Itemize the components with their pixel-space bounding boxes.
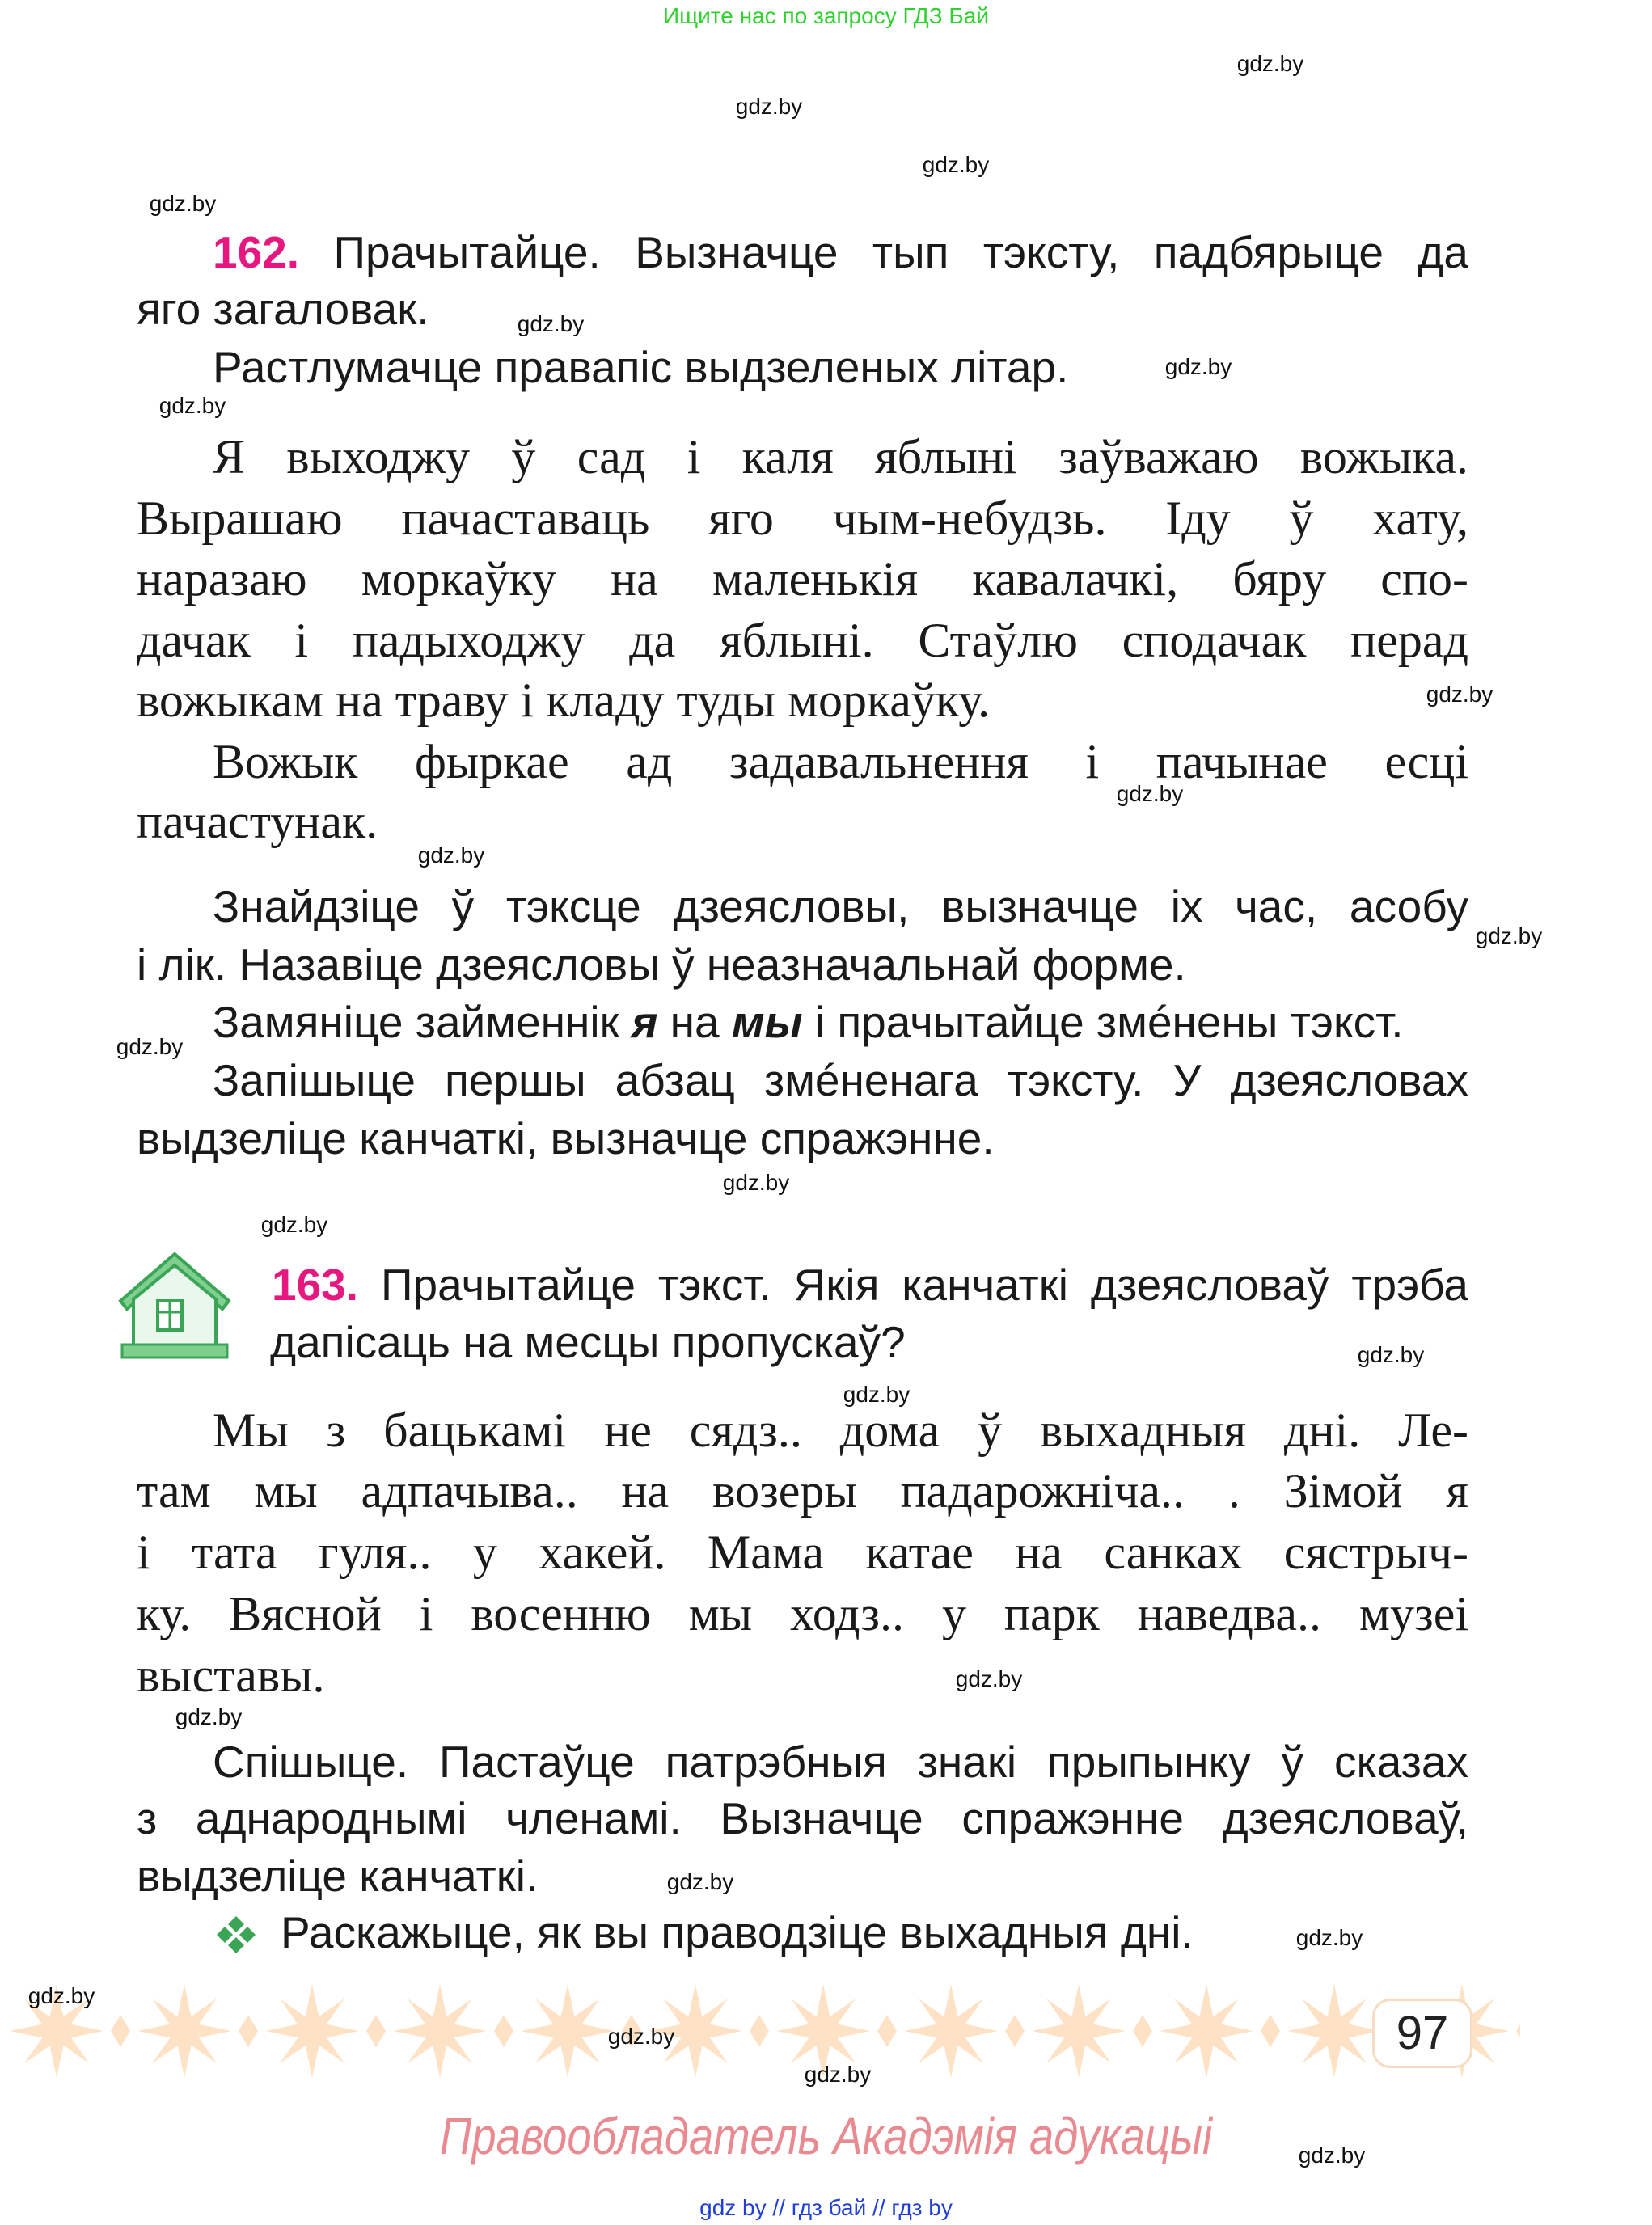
ex162-question-line: і лік. Назавіце дзеясловы ў неазначальнай форме. (137, 939, 1186, 990)
gdz-watermark: gdz.by (955, 1666, 1023, 1691)
oral-task-diamonds-icon (213, 1915, 259, 1955)
ex163-question-line: з аднароднымі членамі. Вызначце спражэнне дзеясловаў, (137, 1793, 1468, 1843)
gdz-watermark: gdz.by (517, 311, 585, 336)
ex163-task-line-1 (272, 1256, 1468, 1313)
gdz-watermark: gdz.by (1295, 1925, 1363, 1950)
gdz-watermark: gdz.by (666, 1869, 734, 1894)
ex163-text-line: ку. Вясной і восенню мы ходз.. у парк наведва.. музеі (137, 1587, 1468, 1640)
gdz-watermark: gdz.by (1164, 354, 1232, 379)
ex162-task-line-1 (213, 224, 1468, 281)
pronoun-my: мы (731, 997, 803, 1047)
house-icon (116, 1249, 234, 1362)
ex162-text-line: дачак і падыходжу да яблыні. Стаўлю сподачак перад (137, 614, 1468, 667)
ex162-text-line: Вожык фыркае ад задавальнення і пачынае есці (213, 735, 1468, 788)
ex163-task-text: Прачытайце тэкст. Якія канчаткі дзеясловаў трэба (380, 1260, 1468, 1310)
ornament-band (0, 1981, 1520, 2082)
gdz-watermark: gdz.by (1357, 1342, 1425, 1367)
text: Замяніце займеннік (213, 997, 632, 1047)
gdz-watermark: gdz.by (722, 1170, 790, 1195)
ex162-text-line: Я выходжу ў сад і каля яблыні заўважаю вожыка. (213, 430, 1468, 483)
ex163-number: 163. (272, 1260, 359, 1310)
ex162-task-line-2: яго загаловак. (137, 284, 429, 334)
ornament-diamond (1005, 2015, 1025, 2047)
page-number: 97 (1372, 1999, 1472, 2068)
pronoun-ya: я (632, 997, 658, 1047)
ornament-star (137, 1984, 231, 2078)
ex162-text-line: наразаю моркаўку на маленькія кавалачкі, бяру спо- (137, 552, 1468, 606)
gdz-watermark: gdz.by (1426, 682, 1494, 707)
text: і прачытайце змéнены тэкст. (802, 997, 1404, 1047)
ornament-star (904, 1984, 998, 2078)
gdz-watermark: gdz.by (116, 1034, 184, 1059)
copyright-notice: Правообладатель Акадэмія адукацыі (439, 2107, 1213, 2165)
ex163-text-line: выставы. (137, 1649, 325, 1702)
ornament-star (265, 1984, 359, 2078)
gdz-watermark: gdz.by (1475, 923, 1543, 948)
ex162-task-text: Прачытайце. Вызначце тып тэксту, падбярыце да (333, 227, 1468, 277)
ex163-text-line: там мы адпачыва.. на возеры падарожніча.. . Зімой я (137, 1464, 1468, 1518)
text: на (657, 997, 732, 1047)
ex162-number: 162. (213, 227, 300, 277)
ornament-diamond (1133, 2015, 1152, 2047)
footer-links[interactable]: gdz by // гдз бай // гдз by (699, 2195, 953, 2220)
gdz-watermark: gdz.by (158, 393, 226, 418)
ornament-diamond (877, 2015, 897, 2047)
ornament-star (1160, 1984, 1253, 2078)
ornament-diamond (494, 2015, 513, 2047)
gdz-watermark: gdz.by (607, 2024, 675, 2049)
gdz-watermark: gdz.by (417, 842, 485, 868)
ornament-diamond (239, 2015, 258, 2047)
ex163-oral-task: Раскажыце, як вы праводзіце выхадныя дні. (281, 1907, 1194, 1957)
ex163-question-line: Спішыце. Пастаўце патрэбныя знакі прыпынку ў сказах (213, 1737, 1468, 1787)
gdz-watermark: gdz.by (1236, 51, 1304, 76)
ex162-text-line: пачастунак. (137, 795, 378, 848)
gdz-watermark: gdz.by (260, 1212, 328, 1237)
gdz-watermark: gdz.by (149, 191, 217, 216)
ex162-question-line: Запішыце першы абзац змéненага тэксту. У дзеясловах (213, 1055, 1468, 1105)
gdz-watermark: gdz.by (1116, 781, 1184, 806)
ex163-question-line: выдзеліце канчаткі. (137, 1851, 539, 1901)
ornament-diamond (750, 2015, 769, 2047)
ex163-text-line: Мы з бацькамі не сядз.. дома ў выхадныя дні. Ле- (213, 1404, 1468, 1457)
ex162-question-line: выдзеліце канчаткі, вызначце спражэнне. (137, 1113, 995, 1163)
gdz-watermark: gdz.by (175, 1704, 243, 1729)
ornament-star (1032, 1984, 1126, 2078)
ex162-text-line: вожыкам на траву і кладу туды моркаўку. (137, 673, 991, 727)
ornament-diamond (1516, 2015, 1520, 2047)
ex162-task-line-3: Растлумачце правапіс выдзеленых літар. (213, 342, 1069, 392)
ex163-task-line-2: дапісаць на месцы пропускаў? (270, 1317, 906, 1367)
gdz-watermark: gdz.by (735, 94, 803, 119)
gdz-watermark: gdz.by (922, 152, 990, 177)
ex162-replace-line (213, 994, 1404, 1050)
ornament-star (1287, 1984, 1381, 2078)
ex162-text-line: Вырашаю пачаставаць яго чым-небудзь. Іду ў хату, (137, 492, 1468, 545)
gdz-watermark: gdz.by (843, 1382, 911, 1407)
gdz-watermark: gdz.by (27, 1983, 95, 2008)
search-hint-banner: Ищите нас по запросу ГДЗ Бай (662, 3, 990, 28)
gdz-watermark: gdz.by (804, 2062, 872, 2087)
ornament-diamond (1261, 2015, 1280, 2047)
ex162-question-line: Знайдзіце ў тэксце дзеясловы, вызначце іх час, асобу (213, 881, 1468, 931)
ex163-text-line: і тата гуля.. у хакей. Мама катае на санках сястрыч- (137, 1526, 1468, 1579)
ornament-star (521, 1984, 615, 2078)
gdz-watermark: gdz.by (1298, 2143, 1366, 2168)
ornament-diamond (366, 2015, 386, 2047)
ornament-star (393, 1984, 487, 2078)
ornament-diamond (111, 2015, 130, 2047)
